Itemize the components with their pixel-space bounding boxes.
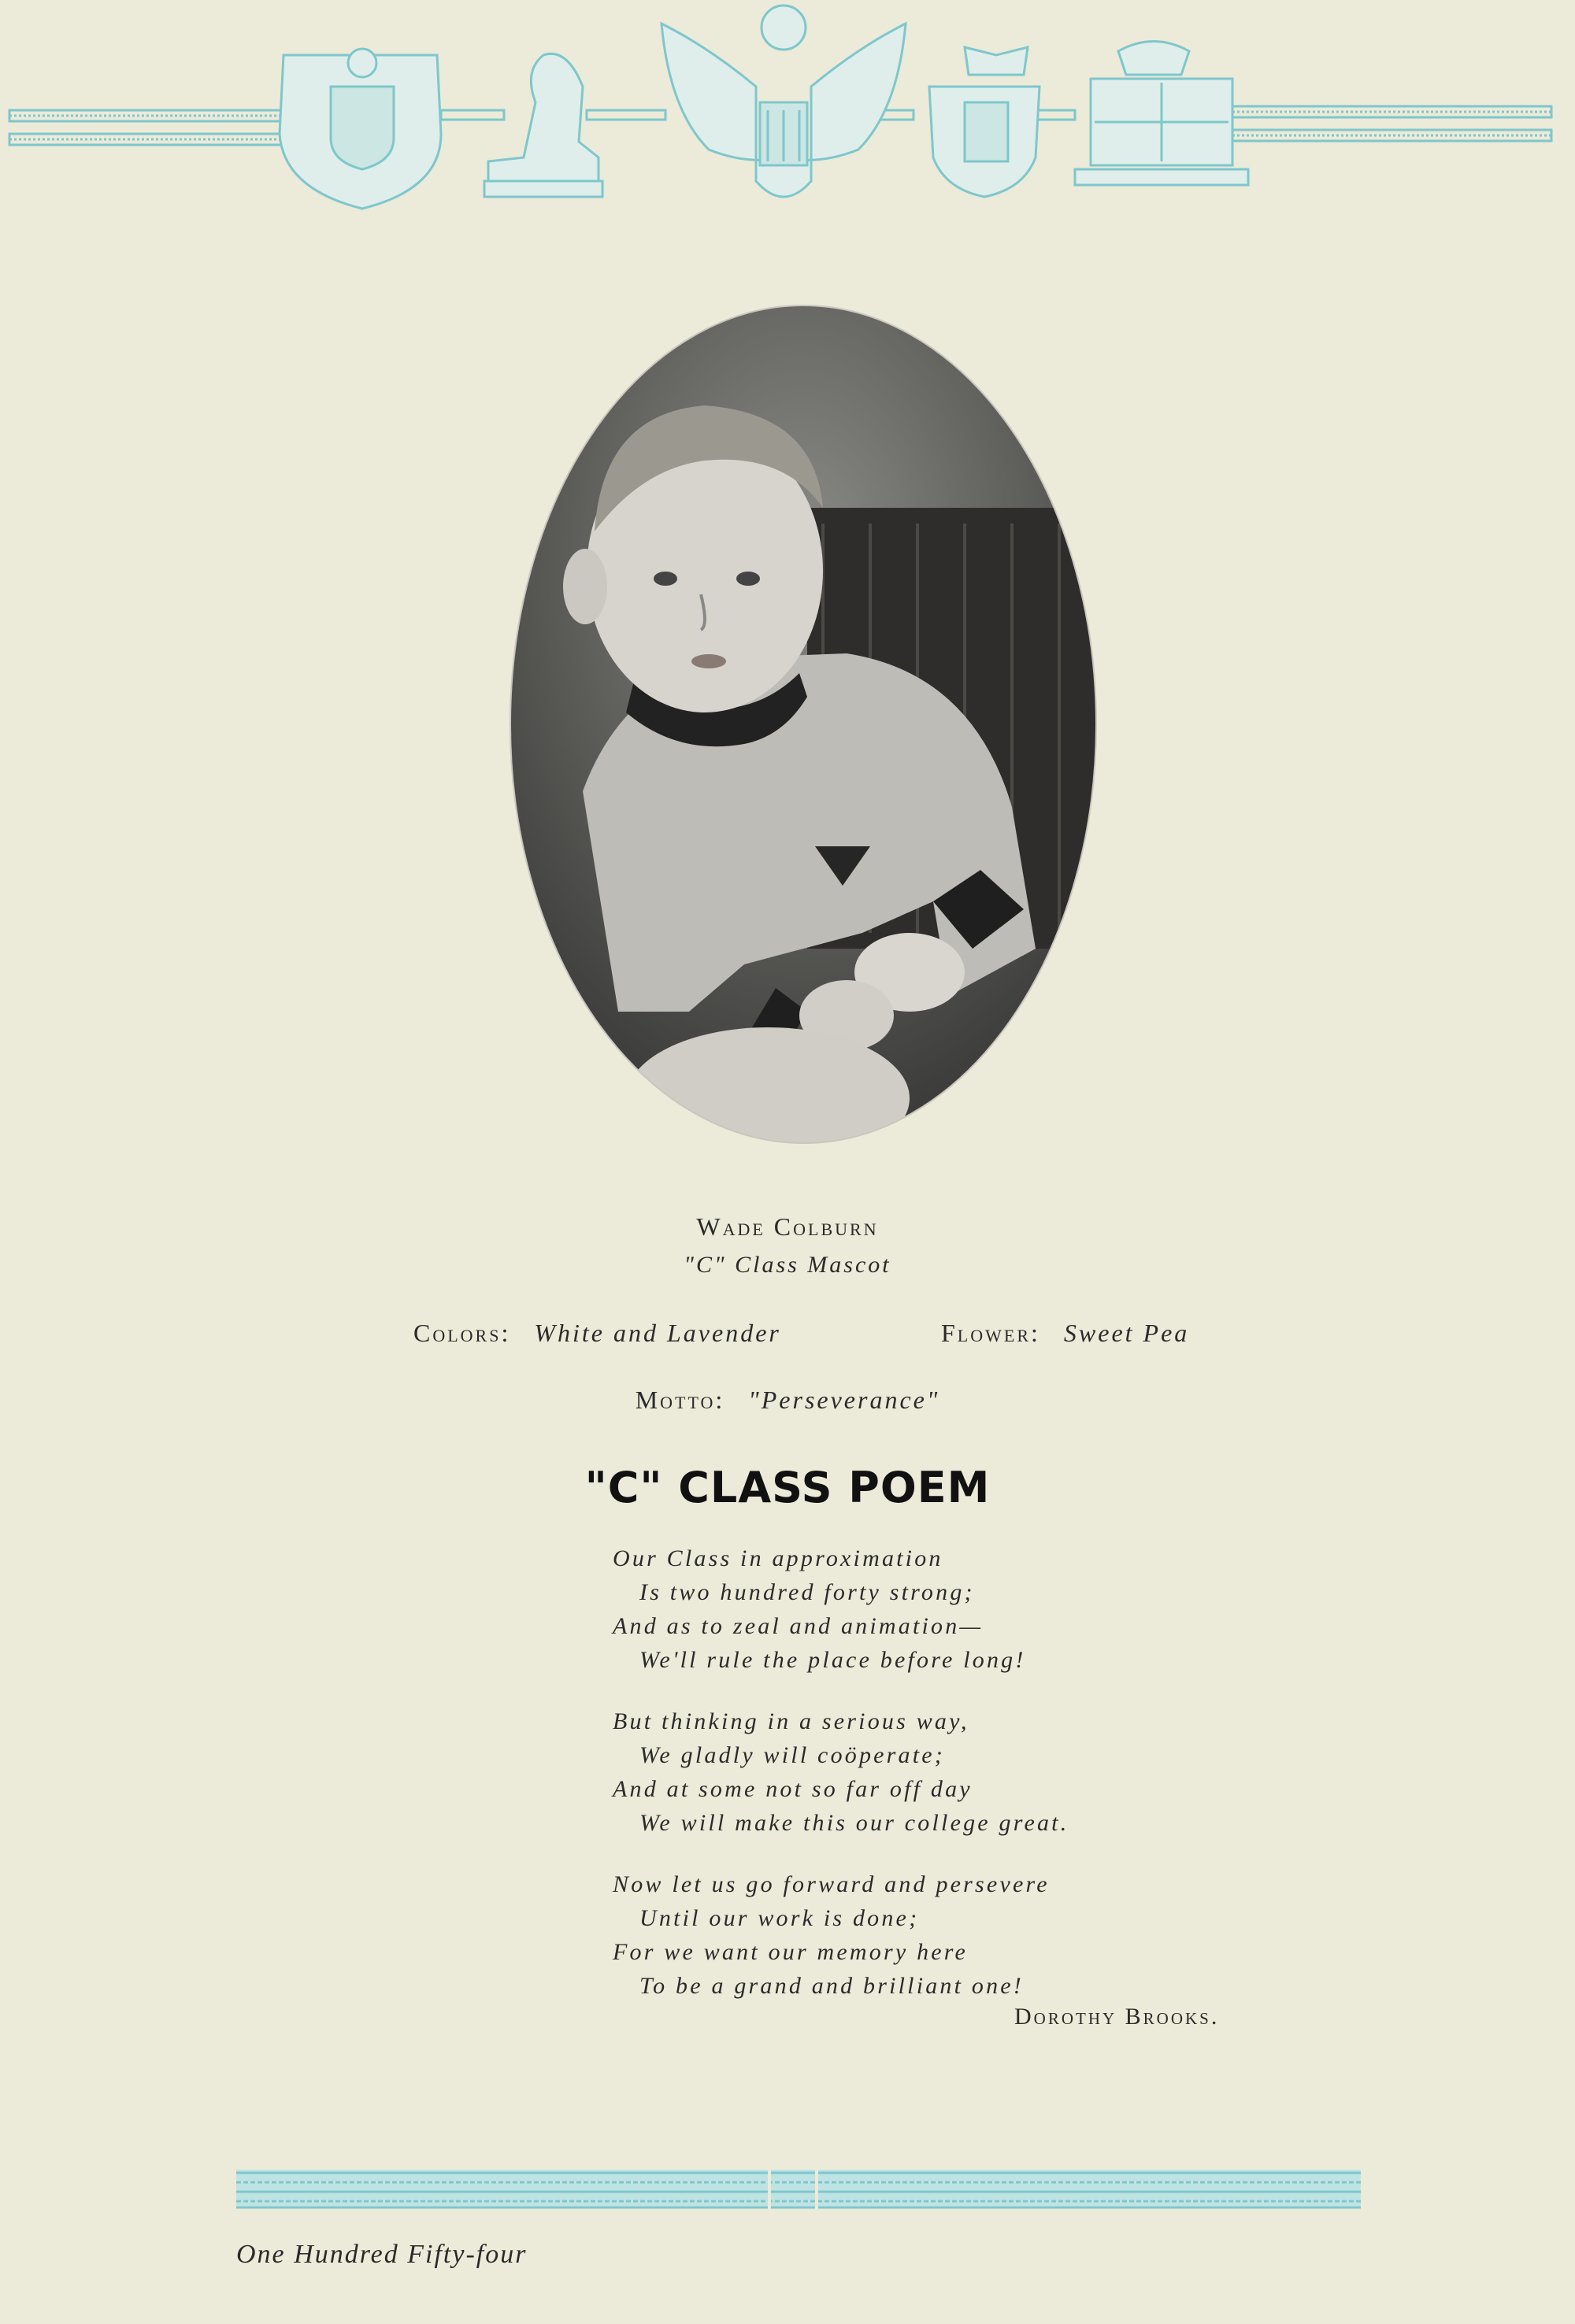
colors-label: Colors: (413, 1319, 511, 1347)
poem-line: But thinking in a serious way, (613, 1708, 969, 1734)
motto-value: "Perseverance" (748, 1386, 940, 1414)
eagle-seal-icon (662, 6, 906, 197)
poem-line: We will make this our college great. (639, 1810, 1069, 1836)
decorative-rule (236, 2165, 1361, 2212)
poem-line: And at some not so far off day (613, 1776, 973, 1802)
lion-crest-icon (484, 54, 602, 197)
flower-label: Flower: (941, 1319, 1040, 1347)
motto-label: Motto: (635, 1386, 725, 1414)
class-motto (0, 1386, 1575, 1415)
class-flower (941, 1319, 1189, 1348)
flower-value: Sweet Pea (1063, 1319, 1190, 1347)
poem-line: We'll rule the place before long! (639, 1647, 1026, 1673)
mascot-photo (508, 303, 1099, 1145)
quartered-crest-icon (1075, 42, 1248, 186)
poem-line: Until our work is done; (639, 1905, 920, 1931)
crowned-shield-icon (929, 47, 1040, 197)
poem-line: Our Class in approximation (613, 1545, 943, 1571)
poem-line: And as to zeal and animation— (613, 1613, 984, 1639)
page-number: One Hundred Fifty-four (236, 2240, 528, 2269)
poem-title: "C" CLASS POEM (584, 1463, 991, 1512)
mascot-name: Wade Colburn (696, 1212, 879, 1241)
poem-author: Dorothy Brooks. (1014, 2004, 1220, 2030)
poem-line: Now let us go forward and persevere (613, 1871, 1050, 1897)
heraldic-ornament-banner (0, 0, 1575, 228)
crest-shield-icon (280, 49, 441, 209)
mascot-title: "C" Class Mascot (684, 1252, 891, 1278)
class-colors (413, 1319, 781, 1348)
colors-value: White and Lavender (534, 1319, 781, 1347)
poem-line: Is two hundred forty strong; (639, 1579, 975, 1605)
poem-line: We gladly will coöperate; (639, 1742, 945, 1768)
poem-line: For we want our memory here (613, 1939, 969, 1965)
poem-line: To be a grand and brilliant one! (639, 1973, 1024, 1999)
